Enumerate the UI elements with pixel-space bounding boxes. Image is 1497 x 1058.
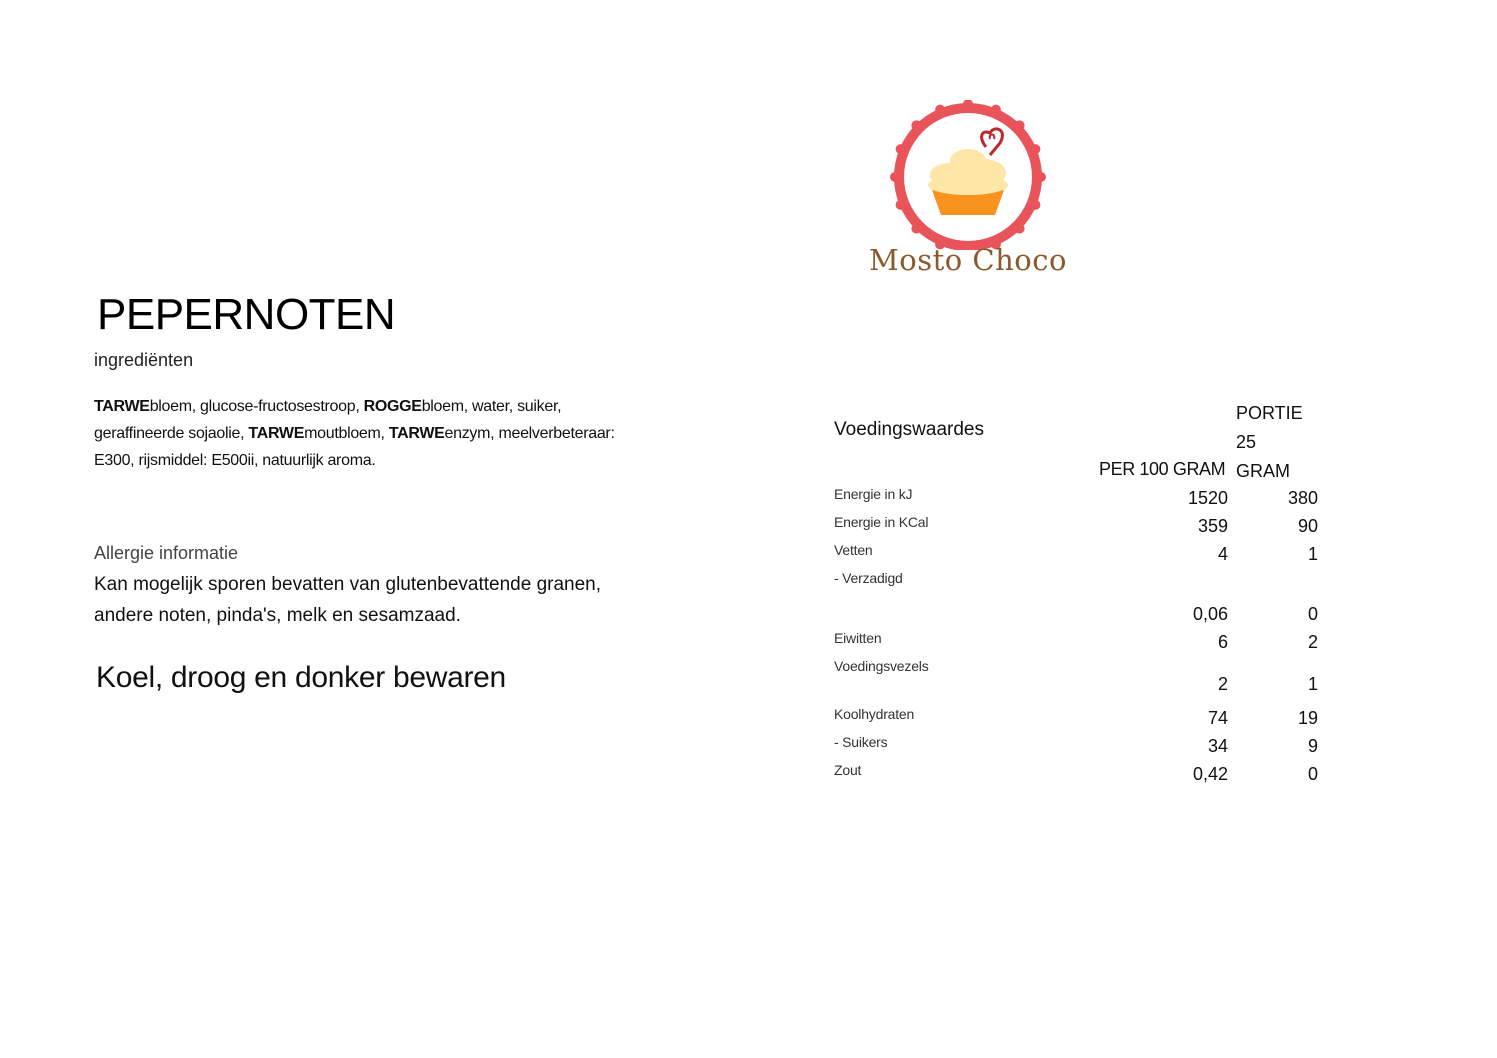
brand-name: Mosto Choco xyxy=(869,243,1067,277)
cupcake-logo-icon xyxy=(888,100,1048,250)
ingredient-text: bloem, water, suiker, geraffineerde sojaolie, xyxy=(94,398,562,442)
allergy-heading: Allergie informatie xyxy=(94,543,239,563)
nutrition-row xyxy=(834,572,1318,592)
nutrient-label: Vetten xyxy=(834,542,873,558)
ingredients-list xyxy=(94,393,654,474)
nutrition-row xyxy=(834,544,1318,564)
nutrient-label: Eiwitten xyxy=(834,630,882,646)
nutrient-label: - Suikers xyxy=(834,734,888,750)
portion-value: 1 xyxy=(1307,544,1318,564)
ingredient-text: enzym, meelverbeteraar: E300, rijsmiddel: E500ii, natuurlijk aroma. xyxy=(94,425,615,469)
nutrition-row xyxy=(834,516,1318,536)
nutrition-row xyxy=(834,488,1318,508)
nutrient-label: Energie in KCal xyxy=(834,514,929,530)
per100-value: 4 xyxy=(1217,544,1228,564)
ingredient-text: bloem, glucose-fructosestroop, xyxy=(149,398,364,415)
brand-logo xyxy=(858,100,1078,285)
storage-instructions: Koel, droog en donker bewaren xyxy=(96,661,506,694)
nutrition-title: Voedingswaardes xyxy=(834,419,984,440)
per100-value: 0,06 xyxy=(1192,604,1228,624)
portion-value: 9 xyxy=(1307,736,1318,756)
nutrition-row xyxy=(834,632,1318,652)
portion-header-line: GRAM xyxy=(1236,461,1290,481)
nutrition-row xyxy=(834,604,1318,624)
portion-value: 19 xyxy=(1297,708,1318,728)
nutrient-label: Energie in kJ xyxy=(834,486,913,502)
portion-value: 0 xyxy=(1307,604,1318,624)
nutrition-row xyxy=(834,764,1318,784)
ingredient-text: moutbloem, xyxy=(304,425,389,442)
per100-column-header: PER 100 GRAM xyxy=(1099,459,1226,479)
nutrient-label: Koolhydraten xyxy=(834,706,915,722)
allergen-name: ROGGE xyxy=(363,398,422,415)
portion-value: 0 xyxy=(1307,764,1318,784)
nutrient-label: - Verzadigd xyxy=(834,570,903,586)
per100-value: 1520 xyxy=(1187,488,1228,508)
portion-header-line: PORTIE xyxy=(1236,403,1303,423)
per100-value: 6 xyxy=(1217,632,1228,652)
portion-value: 90 xyxy=(1297,516,1318,536)
per100-value: 359 xyxy=(1197,516,1228,536)
allergy-text: Kan mogelijk sporen bevatten van glutenbevattende granen, andere noten, pinda's, melk en sesamzaad. xyxy=(94,574,602,626)
per100-value: 0,42 xyxy=(1192,764,1228,784)
product-title: PEPERNOTEN xyxy=(97,290,396,339)
per100-value: 2 xyxy=(1217,674,1228,694)
ingredients-heading: ingrediënten xyxy=(94,350,194,370)
portion-value: 1 xyxy=(1307,674,1318,694)
allergen-name: TARWE xyxy=(248,425,305,442)
nutrition-row xyxy=(834,708,1318,728)
allergen-name: TARWE xyxy=(388,425,445,442)
nutrition-row xyxy=(834,674,1318,694)
portion-value: 380 xyxy=(1287,488,1318,508)
portion-header-line: 25 xyxy=(1236,432,1257,452)
nutrient-label: Voedingsvezels xyxy=(834,658,929,674)
nutrition-row xyxy=(834,736,1318,756)
per100-value: 34 xyxy=(1207,736,1228,756)
portion-value: 2 xyxy=(1307,632,1318,652)
allergen-name: TARWE xyxy=(94,398,150,415)
per100-value: 74 xyxy=(1207,708,1228,728)
nutrition-table xyxy=(834,395,1334,795)
portion-column-header xyxy=(1236,399,1303,486)
nutrient-label: Zout xyxy=(834,762,862,778)
